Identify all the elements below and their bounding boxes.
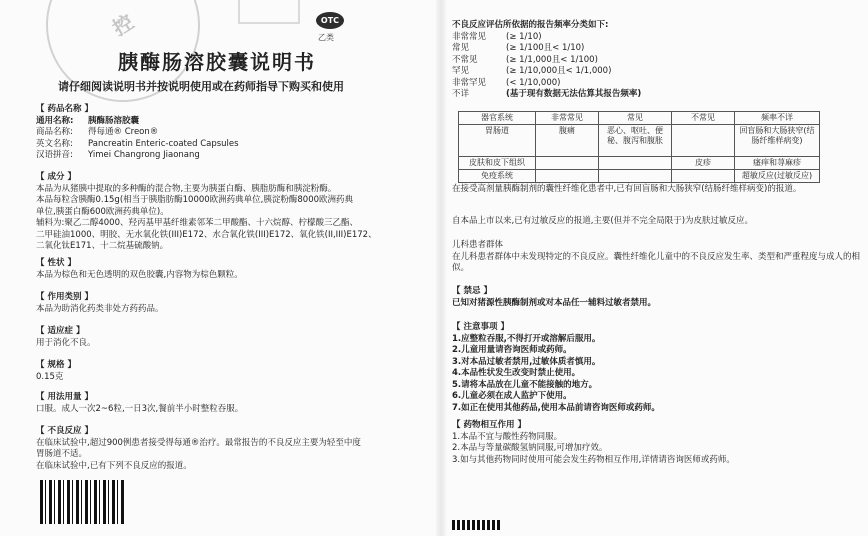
text-line: 二氧化钛E171、十二烷基硫酸钠。 bbox=[36, 241, 169, 251]
text-line: 0.15克 bbox=[36, 371, 64, 382]
adverse-reactions-table bbox=[458, 111, 820, 183]
section-heading: 【 药物相互作用 】 bbox=[452, 420, 860, 432]
table-cell bbox=[536, 157, 599, 170]
page-subtitle: 请仔细阅读说明书并按说明使用或在药师指导下购买和使用 bbox=[58, 80, 344, 93]
frequency-row: 非常常见 (≥ 1/10) bbox=[452, 31, 542, 42]
table-header-cell: 常见 bbox=[599, 112, 672, 125]
table-row bbox=[459, 157, 820, 170]
text-line: 在临床试验中,超过900例患者接受得每通®治疗。最常报告的不良反应主要为轻至中度 bbox=[36, 437, 361, 448]
list-item: 2.本品与等量碳酸氢钠同服,可增加疗效。 bbox=[452, 443, 608, 453]
section-heading: 【 不良反应 】 bbox=[36, 426, 426, 438]
barcode bbox=[40, 480, 125, 524]
section-heading: 【 成分 】 bbox=[36, 172, 426, 184]
adverse-reactions-section bbox=[36, 426, 426, 472]
text-line: 二甲硅油1000、明胶、无水氧化铁(III)E172、水合氧化铁(III)E172、氧化铁(II,III)E172、 bbox=[36, 229, 377, 240]
table-cell: 腹痛 bbox=[536, 125, 599, 157]
table-cell: 免疫系统 bbox=[459, 170, 536, 183]
drug-name-row: 商品名称: 得每通® Creon® bbox=[36, 127, 159, 137]
list-item: 6.儿童必须在成人监护下使用。 bbox=[452, 391, 572, 401]
text-line: 自本品上市以来,已有过敏反应的报道,主要(但并不完全局限于)为皮肤过敏反应。 bbox=[452, 216, 754, 226]
drug-name-row: 通用名称: 胰酶肠溶胶囊 bbox=[36, 115, 140, 126]
otc-class-label: 乙类 bbox=[318, 33, 334, 42]
seal-stamp-fragment bbox=[238, 0, 300, 24]
adverse-reactions-notes bbox=[452, 184, 860, 196]
dosage-section bbox=[36, 392, 426, 415]
table-cell: 恶心、呕吐、便秘、腹泻和腹胀 bbox=[599, 125, 672, 157]
table-cell bbox=[536, 170, 599, 183]
table-cell bbox=[672, 125, 735, 157]
adverse-reactions-notes bbox=[452, 216, 860, 228]
precautions-section bbox=[452, 322, 860, 414]
table-cell bbox=[599, 170, 672, 183]
otc-badge: OTC bbox=[316, 12, 344, 29]
pediatric-section bbox=[452, 240, 860, 275]
drug-name-row: 英文名称: Pancreatin Enteric-coated Capsules bbox=[36, 138, 239, 149]
text-line: 本品为从猪胰中提取的多种酶的混合物,主要为胰蛋白酶、胰脂肪酶和胰淀粉酶。 bbox=[36, 183, 337, 194]
frequency-row: 常见 (≥ 1/100且< 1/10) bbox=[452, 43, 585, 53]
frequency-row: 不常见 (≥ 1/1,000且< 1/100) bbox=[452, 54, 598, 65]
section-heading: 【 注意事项 】 bbox=[452, 322, 860, 334]
text-line: 不良反应评估所依据的报告频率分类如下: bbox=[452, 20, 609, 30]
page-title: 胰酶肠溶胶囊说明书 bbox=[118, 50, 316, 74]
list-item: 3.对本品过敏者禁用,过敏体质者慎用。 bbox=[452, 356, 601, 367]
table-header-cell: 非常常见 bbox=[536, 112, 599, 125]
table-row bbox=[459, 125, 820, 157]
contraindications-section bbox=[452, 286, 860, 309]
frequency-row: 不详 (基于现有数据无法估算其报告频率) bbox=[452, 89, 642, 99]
section-heading: 【 药品名称 】 bbox=[36, 104, 426, 116]
text-line: 口服。成人一次2~6粒,一日3次,餐前半小时整粒吞服。 bbox=[36, 403, 244, 414]
list-item: 7.如正在使用其他药品,使用本品前请咨询医师或药师。 bbox=[452, 402, 660, 413]
table-header-row bbox=[459, 112, 820, 125]
drug-name-row: 汉语拼音: Yimei Changrong Jiaonang bbox=[36, 150, 200, 160]
list-item: 5.请将本品放在儿童不能接触的地方。 bbox=[452, 379, 598, 390]
indications-section bbox=[36, 326, 426, 349]
table-cell bbox=[599, 157, 672, 170]
list-item: 4.本品性状发生改变时禁止使用。 bbox=[452, 368, 581, 378]
text-line: 在临床试验中,已有下列不良反应的报道。 bbox=[36, 460, 192, 471]
text-line: 辅料为:聚乙二醇4000、羟丙基甲基纤维素邻苯二甲酸酯、十六烷醇、柠檬酸三乙酯、 bbox=[36, 218, 358, 228]
text-line: 本品为棕色和无色透明的双色胶囊,内容物为棕色颗粒。 bbox=[36, 269, 243, 280]
table-row bbox=[459, 170, 820, 183]
list-item: 1.应整粒吞服,不得打开或溶解后服用。 bbox=[452, 333, 601, 344]
table-cell: 回盲肠和大肠狭窄(结肠纤维样病变) bbox=[735, 125, 820, 157]
text-line: 胃肠道不适。 bbox=[36, 449, 88, 459]
text-line: 单位,胰蛋白酶600欧洲药典单位)。 bbox=[36, 206, 169, 217]
text-line: 用于消化不良。 bbox=[36, 337, 96, 348]
spec-section bbox=[36, 360, 426, 383]
table-cell bbox=[672, 170, 735, 183]
interactions-section bbox=[452, 420, 860, 466]
section-heading: 【 作用类别 】 bbox=[36, 292, 426, 304]
drug-name-section bbox=[36, 104, 426, 162]
frequency-row: 非常罕见 (< 1/10,000) bbox=[452, 77, 561, 88]
table-cell: 超敏反应(过敏反应) bbox=[735, 170, 820, 183]
frequency-row: 罕见 (≥ 1/10,000且< 1/1,000) bbox=[452, 66, 612, 76]
frequency-section bbox=[452, 20, 860, 101]
table-header-cell: 不常见 bbox=[672, 112, 735, 125]
list-item: 2.儿童用量请咨询医师或药师。 bbox=[452, 345, 572, 355]
section-heading: 【 禁忌 】 bbox=[452, 286, 860, 298]
text-line: 在接受高剂量胰酶制剂的囊性纤维化患者中,已有回盲肠和大肠狭窄(结肠纤维样病变)的报道。 bbox=[452, 184, 802, 194]
list-item: 1.本品不宜与酸性药物同服。 bbox=[452, 431, 563, 442]
ingredients-section bbox=[36, 172, 426, 253]
category-section bbox=[36, 292, 426, 315]
appearance-section bbox=[36, 258, 426, 281]
seal-stamp: 控 bbox=[17, 0, 229, 131]
section-heading: 【 用法用量 】 bbox=[36, 392, 426, 404]
table-cell: 胃肠道 bbox=[459, 125, 536, 157]
barcode bbox=[452, 520, 500, 530]
list-item: 3.如与其他药物同时使用可能会发生药物相互作用,详情请咨询医师或药师。 bbox=[452, 454, 735, 465]
text-line: 本品每粒含胰酶0.15g(相当于胰脂肪酶10000欧洲药典单位,胰淀粉酶8000欧洲药典 bbox=[36, 195, 354, 205]
section-heading: 【 规格 】 bbox=[36, 360, 426, 372]
section-heading: 【 性状 】 bbox=[36, 258, 426, 270]
section-heading: 【 适应症 】 bbox=[36, 326, 426, 338]
table-header-cell: 频率不详 bbox=[735, 112, 820, 125]
table-cell: 皮肤和皮下组织 bbox=[459, 157, 536, 170]
table-cell: 瘙痒和荨麻疹 bbox=[735, 157, 820, 170]
table-cell: 皮疹 bbox=[672, 157, 735, 170]
text-line: 在儿科患者群体中未发现特定的不良反应。囊性纤维化儿童中的不良反应发生率、类型和严重程度与成人的相似。 bbox=[452, 251, 861, 273]
table-header-cell: 器官系统 bbox=[459, 112, 536, 125]
text-line: 本品为助消化药类非处方药药品。 bbox=[36, 303, 164, 314]
text-line: 已知对猪源性胰酶制剂或对本品任一辅料过敏者禁用。 bbox=[452, 297, 657, 308]
text-line: 儿科患者群体 bbox=[452, 240, 504, 250]
page-fold bbox=[436, 0, 446, 536]
